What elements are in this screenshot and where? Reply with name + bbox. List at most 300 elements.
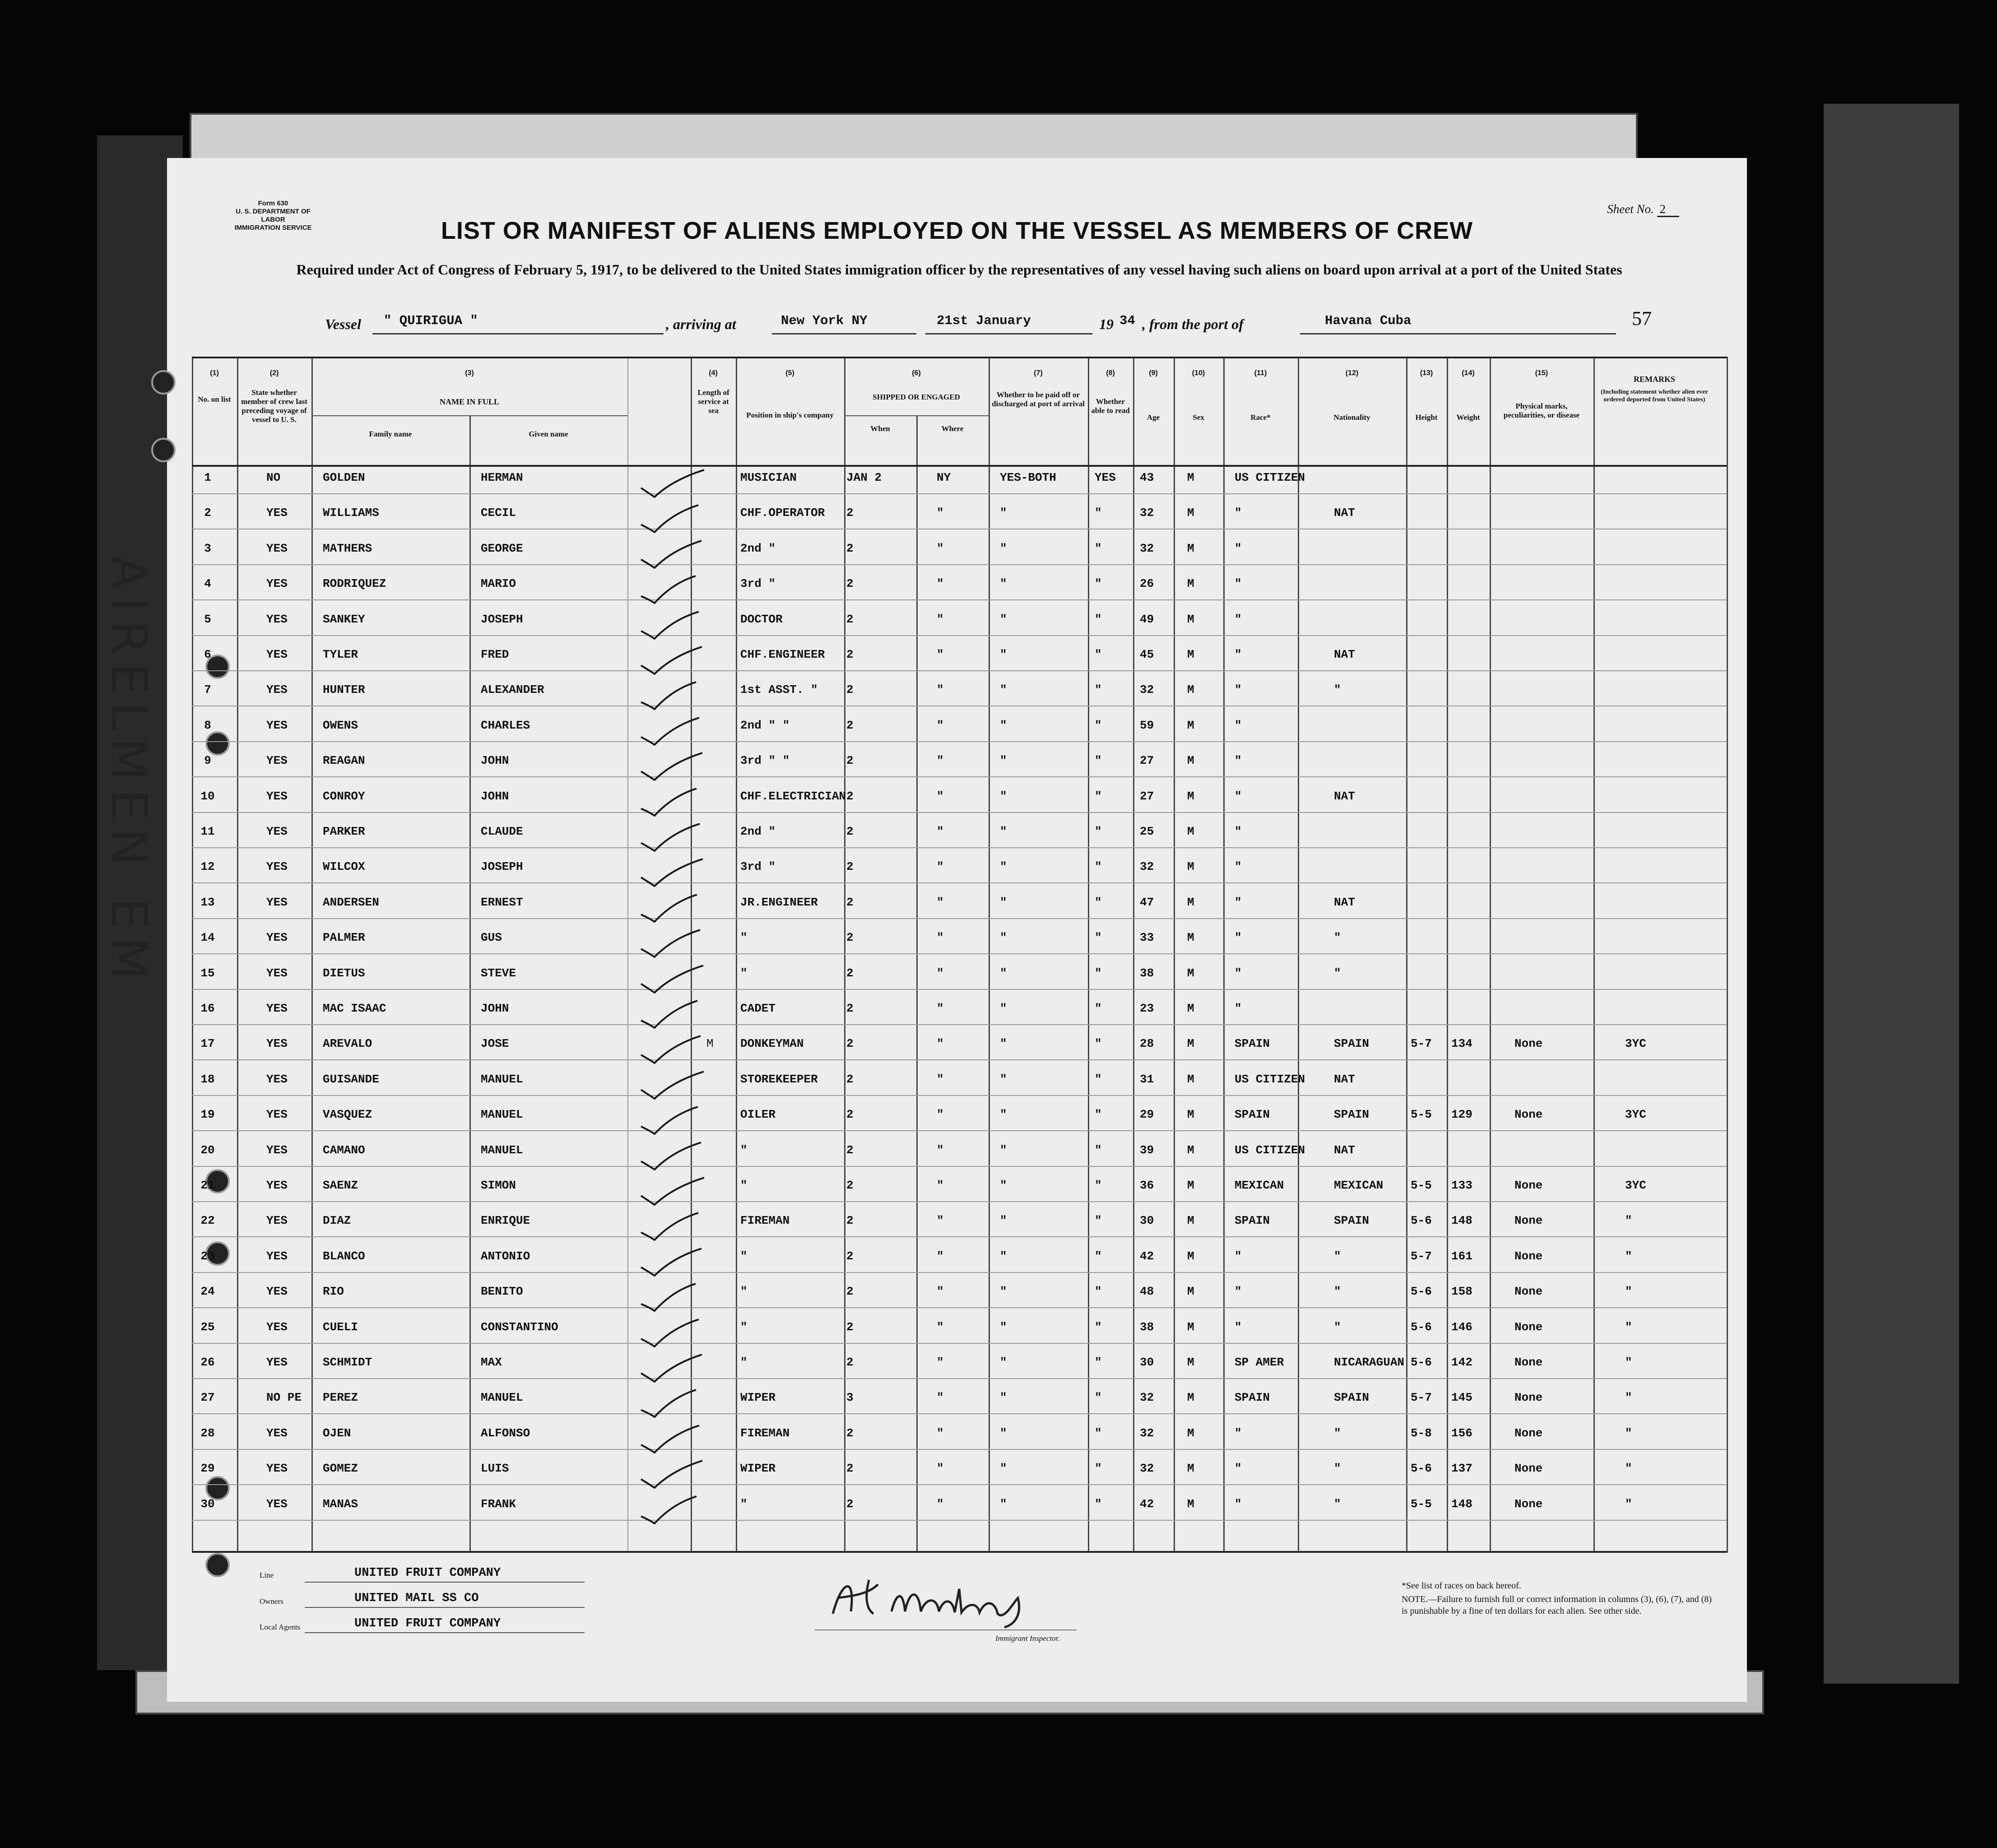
cell-sex: M	[1187, 931, 1194, 945]
cell-no: 24	[200, 1285, 215, 1299]
check-mark-icon	[636, 891, 704, 923]
cell-read: YES	[1095, 471, 1116, 484]
cell-sex: M	[1187, 1214, 1194, 1228]
cell-prev: YES	[266, 1320, 288, 1334]
cell-family: GOMEZ	[323, 1462, 358, 1476]
cell-paid: "	[1000, 860, 1007, 874]
cell-sex: M	[1187, 612, 1194, 626]
cell-paid: "	[1000, 754, 1007, 768]
cell-no: 15	[200, 966, 215, 980]
check-mark-icon	[636, 1386, 704, 1418]
cell-where: "	[937, 789, 944, 803]
cell-paid: "	[1000, 718, 1007, 732]
cell-no: 18	[200, 1072, 215, 1086]
cell-race: SPAIN	[1235, 1214, 1270, 1228]
cell-sex: M	[1187, 506, 1194, 520]
cell-where: "	[937, 1037, 944, 1051]
cell-height: 5-8	[1411, 1426, 1432, 1440]
cell-family: OJEN	[323, 1426, 351, 1440]
check-mark-icon	[636, 1351, 704, 1383]
cell-paid: "	[1000, 1497, 1007, 1511]
cell-remarks: "	[1625, 1356, 1632, 1369]
grid-column-line	[1088, 357, 1089, 1553]
cell-nat: "	[1334, 1320, 1341, 1334]
cell-sex: M	[1187, 1249, 1194, 1263]
grid-row-line	[192, 1166, 1727, 1167]
cell-where: "	[937, 1002, 944, 1015]
cell-given: JOSE	[481, 1037, 509, 1051]
cell-read: "	[1095, 789, 1102, 803]
check-mark-icon	[636, 714, 704, 746]
cell-nat: NICARAGUAN	[1334, 1356, 1405, 1369]
cell-remarks: "	[1625, 1391, 1632, 1405]
family-name-header: Family name	[369, 430, 412, 438]
check-mark-icon	[636, 1316, 704, 1347]
cell-age: 32	[1140, 1462, 1154, 1476]
cell-paid: "	[1000, 683, 1007, 697]
cell-paid: YES-BOTH	[1000, 471, 1056, 484]
cell-given: BENITO	[481, 1285, 523, 1299]
cell-family: REAGAN	[323, 754, 365, 768]
col12-number: (12)	[1345, 369, 1359, 377]
cell-prev: NO	[266, 471, 281, 484]
cell-weight: 146	[1451, 1320, 1472, 1334]
cell-paid: "	[1000, 1320, 1007, 1334]
cell-when: 2	[846, 648, 854, 661]
check-mark-icon	[636, 1209, 704, 1241]
cell-position: STOREKEEPER	[740, 1072, 818, 1086]
cell-read: "	[1095, 825, 1102, 838]
agents-value: UNITED FRUIT COMPANY	[354, 1617, 501, 1630]
check-mark-icon	[636, 997, 704, 1029]
cell-age: 42	[1140, 1497, 1154, 1511]
cell-position: OILER	[740, 1108, 776, 1122]
port-underline	[1300, 333, 1616, 334]
cell-paid: "	[1000, 1108, 1007, 1122]
cell-when: JAN 2	[846, 471, 882, 484]
grid-row-line	[192, 599, 1727, 600]
cell-position: WIPER	[740, 1462, 776, 1476]
grid-column-line	[1406, 357, 1407, 1553]
cell-race: SPAIN	[1235, 1108, 1270, 1122]
cell-read: "	[1095, 1002, 1102, 1015]
cell-given: FRANK	[481, 1497, 516, 1511]
cell-family: CAMANO	[323, 1143, 365, 1157]
cell-given: MARIO	[481, 577, 516, 591]
cell-nat: NAT	[1334, 895, 1355, 909]
cell-age: 48	[1140, 1285, 1154, 1299]
cell-prev: YES	[266, 1072, 288, 1086]
cell-sex: M	[1187, 1108, 1194, 1122]
remarks-header: REMARKS	[1633, 375, 1675, 384]
cell-prev: YES	[266, 683, 288, 697]
cell-where: "	[937, 966, 944, 980]
cell-position: FIREMAN	[740, 1214, 790, 1228]
cell-position: DONKEYMAN	[740, 1037, 804, 1051]
check-mark-icon	[636, 572, 704, 604]
cell-read: "	[1095, 1320, 1102, 1334]
cell-height: 5-6	[1411, 1320, 1432, 1334]
cell-prev: NO PE	[266, 1391, 302, 1405]
cell-nat: "	[1334, 1249, 1341, 1263]
cell-no: 27	[200, 1391, 215, 1405]
cell-sex: M	[1187, 1179, 1194, 1192]
cell-race: "	[1235, 612, 1242, 626]
cell-family: RIO	[323, 1285, 344, 1299]
cell-when: 3	[846, 1391, 854, 1405]
cell-family: HUNTER	[323, 683, 365, 697]
cell-race: US CITIZEN	[1235, 1072, 1305, 1086]
grid-row-line	[192, 493, 1727, 494]
cell-age: 33	[1140, 931, 1154, 945]
cell-age: 47	[1140, 895, 1154, 909]
cell-family: GOLDEN	[323, 471, 365, 484]
cell-when: 2	[846, 966, 854, 980]
cell-age: 32	[1140, 1426, 1154, 1440]
cell-paid: "	[1000, 1356, 1007, 1369]
grid-column-line	[916, 415, 918, 1553]
check-mark-icon	[636, 1457, 704, 1489]
cell-read: "	[1095, 1356, 1102, 1369]
cell-race: "	[1235, 860, 1242, 874]
check-mark-icon	[636, 608, 704, 640]
cell-race: "	[1235, 1426, 1242, 1440]
cell-age: 28	[1140, 1037, 1154, 1051]
cell-no: 22	[200, 1214, 215, 1228]
form-number: Form 630	[258, 200, 288, 207]
grid-column-line	[736, 357, 737, 1553]
cell-sex: M	[1187, 1320, 1194, 1334]
grid-row-line	[192, 1307, 1727, 1308]
cell-family: WILCOX	[323, 860, 365, 874]
cell-age: 42	[1140, 1249, 1154, 1263]
cell-weight: 142	[1451, 1356, 1472, 1369]
cell-family: VASQUEZ	[323, 1108, 372, 1122]
cell-family: CONROY	[323, 789, 365, 803]
cell-race: "	[1235, 895, 1242, 909]
cell-sex: M	[1187, 1285, 1194, 1299]
cell-nat: SPAIN	[1334, 1391, 1370, 1405]
cell-paid: "	[1000, 966, 1007, 980]
page-title: LIST OR MANIFEST OF ALIENS EMPLOYED ON THE VESSEL AS MEMBERS OF CREW	[441, 217, 1473, 244]
cell-read: "	[1095, 1497, 1102, 1511]
cell-no: 23	[200, 1249, 215, 1263]
cell-prev: YES	[266, 789, 288, 803]
cell-paid: "	[1000, 1426, 1007, 1440]
cell-where: "	[937, 541, 944, 555]
cell-where: "	[937, 718, 944, 732]
check-mark-icon	[636, 537, 704, 569]
arriving-port: New York NY	[781, 313, 868, 328]
cell-sex: M	[1187, 1143, 1194, 1157]
cell-family: DIAZ	[323, 1214, 351, 1228]
cell-marks: None	[1514, 1108, 1543, 1122]
cell-age: 27	[1140, 754, 1154, 768]
cell-given: ALFONSO	[481, 1426, 530, 1440]
col5-number: (5)	[785, 369, 794, 377]
service-name: IMMIGRATION SERVICE	[234, 224, 312, 232]
cell-nat: "	[1334, 1462, 1341, 1476]
cell-paid: "	[1000, 1179, 1007, 1192]
cell-where: "	[937, 1356, 944, 1369]
cell-race: "	[1235, 718, 1242, 732]
cell-height: 5-7	[1411, 1249, 1432, 1263]
cell-position: CHF.ENGINEER	[740, 648, 825, 661]
given-name-header: Given name	[529, 430, 568, 438]
check-mark-icon	[636, 501, 704, 533]
cell-family: GUISANDE	[323, 1072, 379, 1086]
cell-paid: "	[1000, 1072, 1007, 1086]
vessel-name: " QUIRIGUA "	[384, 313, 478, 328]
cell-sex: M	[1187, 1037, 1194, 1051]
grid-row-line	[192, 465, 1727, 467]
cell-read: "	[1095, 754, 1102, 768]
cell-when: 2	[846, 541, 854, 555]
crew-table	[192, 357, 1727, 1553]
grid-row-line	[192, 776, 1727, 777]
cell-paid: "	[1000, 1037, 1007, 1051]
cell-height: 5-7	[1411, 1037, 1432, 1051]
cell-position: DOCTOR	[740, 612, 783, 626]
cell-weight: 158	[1451, 1285, 1472, 1299]
cell-no: 21	[200, 1179, 215, 1192]
cell-remarks: "	[1625, 1249, 1632, 1263]
cell-read: "	[1095, 577, 1102, 591]
cell-prev: YES	[266, 825, 288, 838]
when-header: When	[870, 424, 890, 433]
cell-where: "	[937, 612, 944, 626]
cell-remarks: "	[1625, 1320, 1632, 1334]
cell-when: 2	[846, 683, 854, 697]
cell-paid: "	[1000, 506, 1007, 520]
manifest-footer	[192, 1562, 1727, 1666]
col2-number: (2)	[269, 369, 279, 377]
cell-when: 2	[846, 1143, 854, 1157]
cell-prev: YES	[266, 860, 288, 874]
cell-given: FRED	[481, 648, 509, 661]
check-mark-icon	[636, 1245, 704, 1277]
col1-header: No. on list	[198, 395, 231, 404]
cell-read: "	[1095, 1462, 1102, 1476]
from-label: , from the port of	[1142, 316, 1244, 332]
cell-position: "	[740, 1356, 748, 1369]
cell-given: JOSEPH	[481, 860, 523, 874]
cell-prev: YES	[266, 541, 288, 555]
cell-where: "	[937, 1497, 944, 1511]
cell-prev: YES	[266, 754, 288, 768]
races-note: *See list of races on back hereof.	[1402, 1581, 1521, 1591]
cell-sex: M	[1187, 471, 1194, 484]
cell-family: DIETUS	[323, 966, 365, 980]
cell-nat: SPAIN	[1334, 1108, 1370, 1122]
cell-nat: NAT	[1334, 1143, 1355, 1157]
cell-read: "	[1095, 506, 1102, 520]
cell-race: "	[1235, 577, 1242, 591]
cell-when: 2	[846, 1108, 854, 1122]
cell-sex: M	[1187, 1462, 1194, 1476]
col6-number: (6)	[912, 369, 921, 377]
cell-family: PEREZ	[323, 1391, 358, 1405]
grid-column-line	[989, 357, 990, 1553]
grid-row-line	[192, 812, 1727, 813]
cell-position: CHF.ELECTRICIAN	[740, 789, 846, 803]
cell-height: 5-5	[1411, 1497, 1432, 1511]
cell-prev: YES	[266, 577, 288, 591]
cell-position: 3rd "	[740, 577, 776, 591]
cell-no: 11	[200, 825, 215, 838]
cell-position: 3rd " "	[740, 754, 790, 768]
cell-position: "	[740, 1320, 748, 1334]
grid-row-line	[192, 670, 1727, 671]
cell-height: 5-6	[1411, 1462, 1432, 1476]
cell-prev: YES	[266, 1214, 288, 1228]
cell-nat: "	[1334, 931, 1341, 945]
cell-position: 1st ASST. "	[740, 683, 818, 697]
cell-family: CUELI	[323, 1320, 358, 1334]
cell-where: "	[937, 1391, 944, 1405]
cell-marks: None	[1514, 1356, 1543, 1369]
cell-position: "	[740, 966, 748, 980]
col14-number: (14)	[1462, 369, 1475, 377]
cell-where: "	[937, 683, 944, 697]
cell-where: "	[937, 895, 944, 909]
grid-row-line	[192, 1130, 1727, 1131]
cell-nat: MEXICAN	[1334, 1179, 1384, 1192]
cell-family: MANAS	[323, 1497, 358, 1511]
cell-age: 30	[1140, 1214, 1154, 1228]
cell-nat: NAT	[1334, 506, 1355, 520]
cell-sex: M	[1187, 1391, 1194, 1405]
cell-race: "	[1235, 1249, 1242, 1263]
cell-when: 2	[846, 1356, 854, 1369]
cell-when: 2	[846, 1285, 854, 1299]
cell-race: "	[1235, 789, 1242, 803]
remarks-subheader: (Including statement whether alien ever ordered deported from United States)	[1601, 389, 1708, 403]
col4-header: Length of service at sea	[697, 388, 729, 415]
cell-prev: YES	[266, 1179, 288, 1192]
cell-marks: None	[1514, 1497, 1543, 1511]
cell-prev: YES	[266, 931, 288, 945]
cell-race: SP AMER	[1235, 1356, 1284, 1369]
cell-paid: "	[1000, 1214, 1007, 1228]
cell-position: MUSICIAN	[740, 471, 797, 484]
grid-column-line	[1174, 357, 1175, 1553]
cell-weight: 129	[1451, 1108, 1472, 1122]
cell-read: "	[1095, 1391, 1102, 1405]
cell-where: "	[937, 1072, 944, 1086]
cell-when: 2	[846, 789, 854, 803]
col8-header: Whether able to read	[1091, 397, 1130, 415]
cell-given: ANTONIO	[481, 1249, 530, 1263]
cell-no: 12	[200, 860, 215, 874]
arrival-date: 21st January	[937, 313, 1031, 328]
cell-race: "	[1235, 1320, 1242, 1334]
cell-remarks: 3YC	[1625, 1108, 1646, 1122]
cell-given: JOHN	[481, 789, 509, 803]
grid-row-line	[844, 415, 989, 416]
cell-read: "	[1095, 895, 1102, 909]
cell-prev: YES	[266, 1462, 288, 1476]
where-header: Where	[941, 424, 964, 433]
cell-paid: "	[1000, 1285, 1007, 1299]
cell-given: LUIS	[481, 1462, 509, 1476]
cell-paid: "	[1000, 931, 1007, 945]
cell-race: SPAIN	[1235, 1391, 1270, 1405]
cell-position: "	[740, 1249, 748, 1263]
check-mark-icon	[636, 678, 704, 710]
cell-nat: "	[1334, 966, 1341, 980]
cell-given: JOHN	[481, 1002, 509, 1015]
cell-family: MATHERS	[323, 541, 372, 555]
arriving-label: , arriving at	[666, 316, 736, 332]
cell-position: 2nd " "	[740, 718, 790, 732]
cell-paid: "	[1000, 895, 1007, 909]
cell-age: 36	[1140, 1179, 1154, 1192]
col15-number: (15)	[1535, 369, 1548, 377]
cell-race: "	[1235, 1462, 1242, 1476]
cell-when: 2	[846, 1037, 854, 1051]
cell-when: 2	[846, 1072, 854, 1086]
check-mark-icon	[636, 855, 704, 887]
cell-service: M	[706, 1037, 714, 1051]
cell-when: 2	[846, 506, 854, 520]
cell-read: "	[1095, 1249, 1102, 1263]
cell-prev: YES	[266, 1497, 288, 1511]
cell-no: 1	[204, 471, 211, 484]
cell-prev: YES	[266, 1285, 288, 1299]
cell-where: "	[937, 1462, 944, 1476]
cell-weight: 133	[1451, 1179, 1472, 1192]
check-mark-icon	[636, 1032, 704, 1064]
cell-prev: YES	[266, 612, 288, 626]
grid-row-line	[192, 1024, 1727, 1025]
cell-given: ALEXANDER	[481, 683, 544, 697]
cell-family: SANKEY	[323, 612, 365, 626]
grid-row-line	[192, 1236, 1727, 1237]
grid-column-line	[1133, 357, 1134, 1553]
cell-race: "	[1235, 1002, 1242, 1015]
cell-family: MAC ISAAC	[323, 1002, 386, 1015]
cell-age: 31	[1140, 1072, 1154, 1086]
cell-read: "	[1095, 1072, 1102, 1086]
line-underline	[305, 1582, 585, 1583]
cell-sex: M	[1187, 1356, 1194, 1369]
col5-header: Position in ship's company	[746, 411, 834, 419]
cell-read: "	[1095, 966, 1102, 980]
cell-marks: None	[1514, 1462, 1543, 1476]
cell-position: JR.ENGINEER	[740, 895, 818, 909]
cell-age: 45	[1140, 648, 1154, 661]
cell-marks: None	[1514, 1285, 1543, 1299]
grid-row-line	[192, 1201, 1727, 1202]
col14-header: Weight	[1456, 413, 1480, 422]
cell-no: 28	[200, 1426, 215, 1440]
cell-age: 30	[1140, 1356, 1154, 1369]
cell-remarks: 3YC	[1625, 1037, 1646, 1051]
cell-family: WILLIAMS	[323, 506, 379, 520]
cell-no: 17	[200, 1037, 215, 1051]
col10-header: Sex	[1193, 413, 1204, 422]
margin-annotation: AIRELMEN EM	[100, 555, 158, 988]
cell-age: 43	[1140, 471, 1154, 484]
cell-no: 29	[200, 1462, 215, 1476]
cell-nat: SPAIN	[1334, 1214, 1370, 1228]
cell-marks: None	[1514, 1214, 1543, 1228]
cell-race: SPAIN	[1235, 1037, 1270, 1051]
cell-given: STEVE	[481, 966, 516, 980]
col11-header: Race*	[1250, 413, 1271, 422]
cell-when: 2	[846, 1179, 854, 1192]
